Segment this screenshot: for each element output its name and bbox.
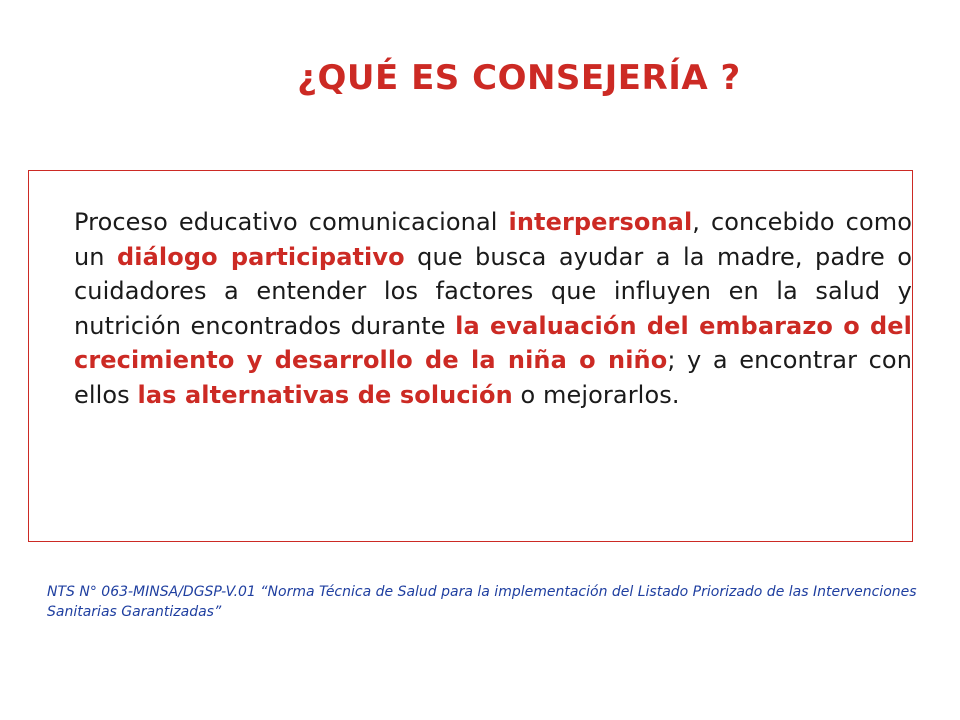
definition-text-1: Proceso educativo comunicacional xyxy=(74,208,509,236)
highlight-evaluacion: la evaluación del embarazo o del crecimiento y desarrollo de la niña o niño xyxy=(74,311,913,375)
definition-text-2: , concebido como un xyxy=(74,208,912,271)
definition-text-3: que busca ayudar a la madre, padre o cuidadores a entender los factores que influyen en la salud y nutrición encontrados durante xyxy=(74,242,912,340)
reference-note: NTS N° 063-MINSA/DGSP-V.01 “Norma Técnica de Salud para la implementación del Listado Priorizado de las Intervenciones Sanitarias Garantizadas” xyxy=(47,584,917,620)
definition-text-5: o mejorarlos. xyxy=(512,380,680,409)
page-title: ¿QUÉ ES CONSEJERÍA ? xyxy=(297,58,741,98)
definition-text-4: ; y a encontrar con ellos xyxy=(74,346,913,409)
highlight-interpersonal: interpersonal xyxy=(508,208,693,236)
definition-paragraph xyxy=(74,205,912,413)
highlight-alternativas: las alternativas de solución xyxy=(137,380,513,409)
highlight-dialogo: diálogo participativo xyxy=(117,242,405,271)
